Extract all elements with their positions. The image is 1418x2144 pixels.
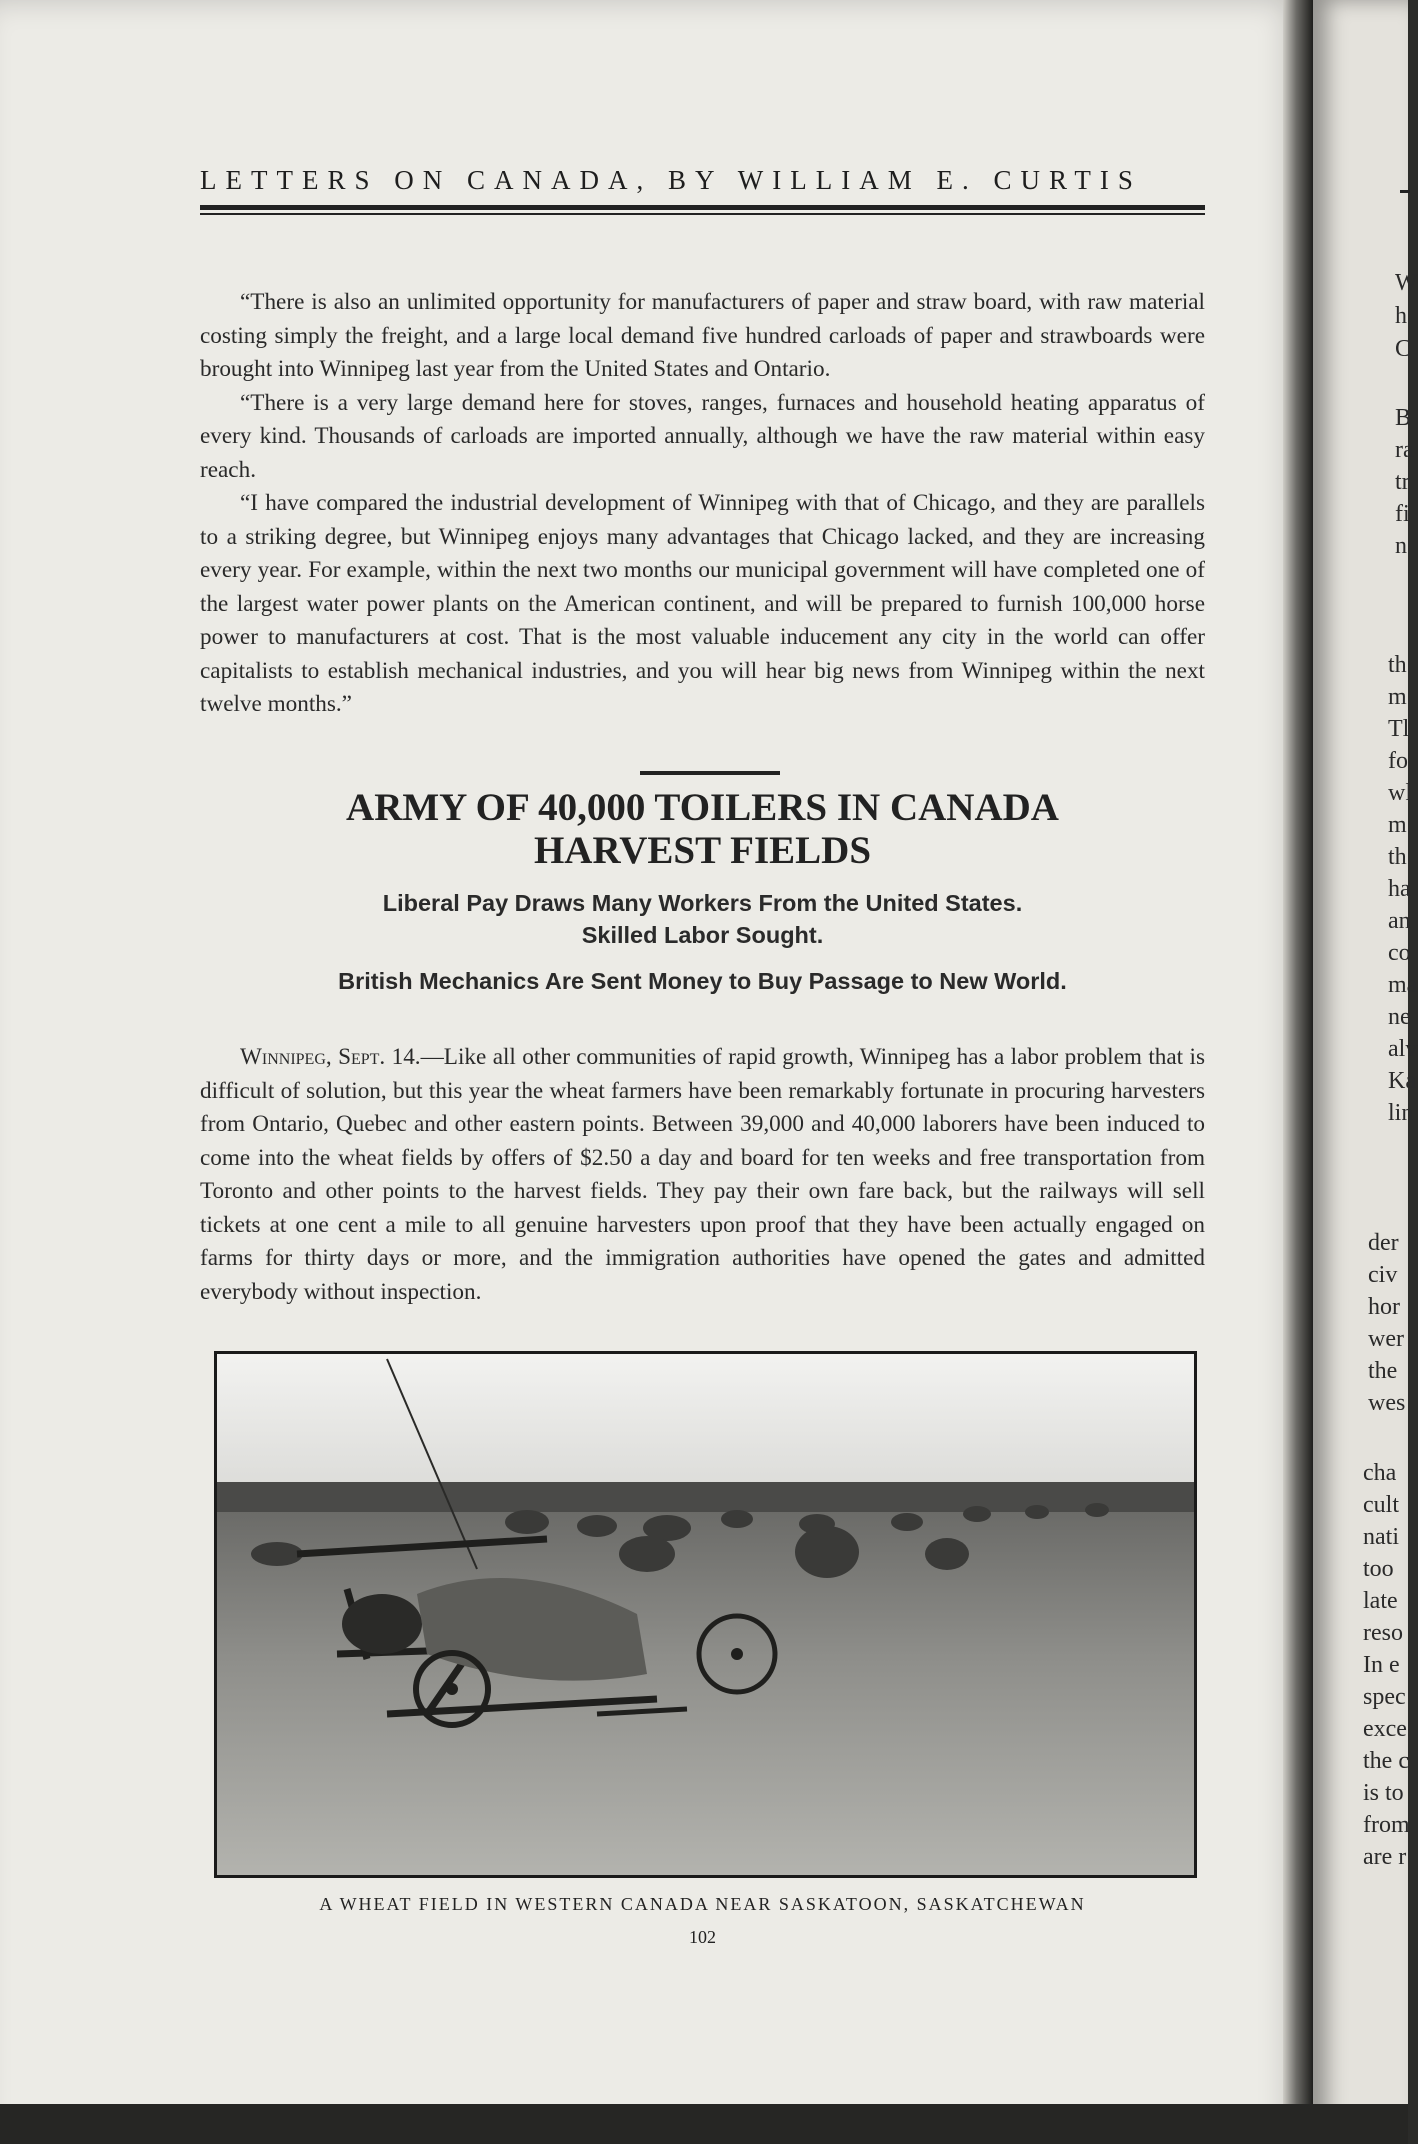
- facing-page-fragment: Tl: [1388, 716, 1410, 742]
- headline-line-1: ARMY OF 40,000 TOILERS IN CANADA: [346, 786, 1059, 829]
- quote-block: [200, 286, 1205, 722]
- section-divider: [640, 771, 780, 775]
- facing-page-fragment: th: [1388, 844, 1407, 870]
- scan-bottom-edge: [0, 2104, 1408, 2144]
- facing-page-fragment: ra: [1395, 437, 1414, 463]
- facing-page-fragment: Ka: [1388, 1068, 1416, 1094]
- facing-page-fragment: are r: [1363, 1844, 1407, 1870]
- facing-page-fragment: late: [1363, 1588, 1398, 1614]
- facing-page-rule: [1400, 190, 1410, 193]
- facing-page-fragment: an: [1388, 908, 1411, 934]
- facing-page-fragment: C: [1395, 336, 1412, 362]
- subhead-primary: [200, 887, 1205, 951]
- facing-page-fragment: wes: [1368, 1390, 1406, 1416]
- facing-page-fragment: B: [1395, 405, 1412, 431]
- facing-page-fragment: nati: [1363, 1524, 1399, 1550]
- facing-page-fragment: spec: [1363, 1684, 1406, 1710]
- header-rule-thin: [200, 213, 1205, 215]
- facing-page-fragment: hor: [1368, 1294, 1400, 1320]
- photo-illustration: [217, 1354, 1194, 1875]
- facing-page-fragment: is to: [1363, 1780, 1404, 1806]
- book-binding: [1283, 0, 1313, 2144]
- facing-page-fragment: ne: [1388, 1004, 1411, 1030]
- facing-page-fragment: too: [1363, 1556, 1394, 1582]
- photo-caption: A WHEAT FIELD IN WESTERN CANADA NEAR SASKATOON, SASKATCHEWAN: [319, 1894, 1086, 1914]
- quote-paragraph: “There is a very large demand here for stoves, ranges, furnaces and household heating apparatus of every kind. Thousands of carloads are imported annually, although we have the raw material within easy reach.: [200, 389, 1205, 483]
- facing-page-fragment: cha: [1363, 1460, 1397, 1486]
- facing-page-fragment: wl: [1388, 780, 1412, 806]
- subhead-line-1: Liberal Pay Draws Many Workers From the United States.: [382, 890, 1023, 916]
- facing-page-fragment: civ: [1368, 1262, 1398, 1288]
- article-headline: [200, 786, 1205, 872]
- facing-page-fragment: lin: [1388, 1100, 1414, 1126]
- quote-paragraph: “There is also an unlimited opportunity for manufacturers of paper and straw board, with raw material costing simply the freight, and a large local demand five hundred carloads of paper and strawboards were brought into Winnipeg last year from the United States and Ontario.: [200, 289, 1205, 382]
- running-head: LETTERS ON CANADA, BY WILLIAM E. CURTIS: [200, 165, 1142, 195]
- facing-page-fragment: th: [1388, 652, 1407, 678]
- dateline: Winnipeg, Sept. 14.: [240, 1044, 421, 1070]
- facing-page-fragment: ma: [1388, 972, 1418, 998]
- facing-page-fragment: ha: [1388, 876, 1411, 902]
- facing-page-fragment: W: [1395, 270, 1418, 296]
- facing-page-fragment: fo: [1388, 748, 1408, 774]
- facing-page-fragment: tr: [1395, 469, 1410, 495]
- subhead-line-2: Skilled Labor Sought.: [581, 922, 824, 948]
- facing-page-fragment: the: [1368, 1358, 1398, 1384]
- facing-page-fragment: m: [1388, 684, 1407, 710]
- facing-page-fragment: co: [1388, 940, 1411, 966]
- article-paragraph: [200, 1041, 1205, 1309]
- facing-page-fragment: cult: [1363, 1492, 1399, 1518]
- facing-page-fragment: n: [1395, 533, 1407, 559]
- facing-page-fragment: In e: [1363, 1652, 1400, 1678]
- headline-line-2: HARVEST FIELDS: [533, 829, 872, 872]
- facing-page-fragment: reso: [1363, 1620, 1403, 1646]
- facing-page-fragment: alv: [1388, 1036, 1418, 1062]
- article-text: —Like all other communities of rapid growth, Winnipeg has a labor problem that is difficult of solution, but this year the wheat farmers have been remarkably fortunate in procuring harvesters from Ontario, Quebec and other eastern points. Between 39,000 and 40,000 laborers have been induced to come into the wheat fields by offers of $2.50 a day and board for ten weeks and free transportation from Toronto and other points to the harvest fields. They pay their own fare back, but the railways will sell tickets at one cent a mile to all genuine harvesters upon proof that they have been actually engaged on farms for thirty days or more, and the immigration authorities have opened the gates and admitted everybody without inspection.: [200, 1044, 1205, 1305]
- page-number: 102: [689, 1927, 716, 1947]
- facing-page-fragment: m: [1388, 812, 1407, 838]
- facing-page-fragment: from: [1363, 1812, 1410, 1838]
- header-rule-thick: [200, 205, 1205, 210]
- facing-page-fragment: der: [1368, 1230, 1399, 1256]
- facing-page-fragment: the c: [1363, 1748, 1409, 1774]
- facing-page-fragment: wer: [1368, 1326, 1404, 1352]
- facing-page-fragment: h: [1395, 303, 1407, 329]
- facing-page-fragment: fi: [1395, 501, 1410, 527]
- wheat-field-photo: [214, 1351, 1197, 1878]
- article-body: [200, 1041, 1205, 1309]
- quote-paragraph: “I have compared the industrial development of Winnipeg with that of Chicago, and they are parallels to a striking degree, but Winnipeg enjoys many advantages that Chicago lacked, and they are increasing every year. For example, within the next two months our municipal government will have completed one of the largest water power plants on the American continent, and will be prepared to furnish 100,000 horse power to manufacturers at cost. That is the most valuable inducement any city in the world can offer capitalists to establish mechanical industries, and you will hear big news from Winnipeg within the next twelve months.”: [200, 490, 1205, 717]
- facing-page-fragment: exce: [1363, 1716, 1407, 1742]
- subhead-secondary: British Mechanics Are Sent Money to Buy Passage to New World.: [338, 968, 1067, 994]
